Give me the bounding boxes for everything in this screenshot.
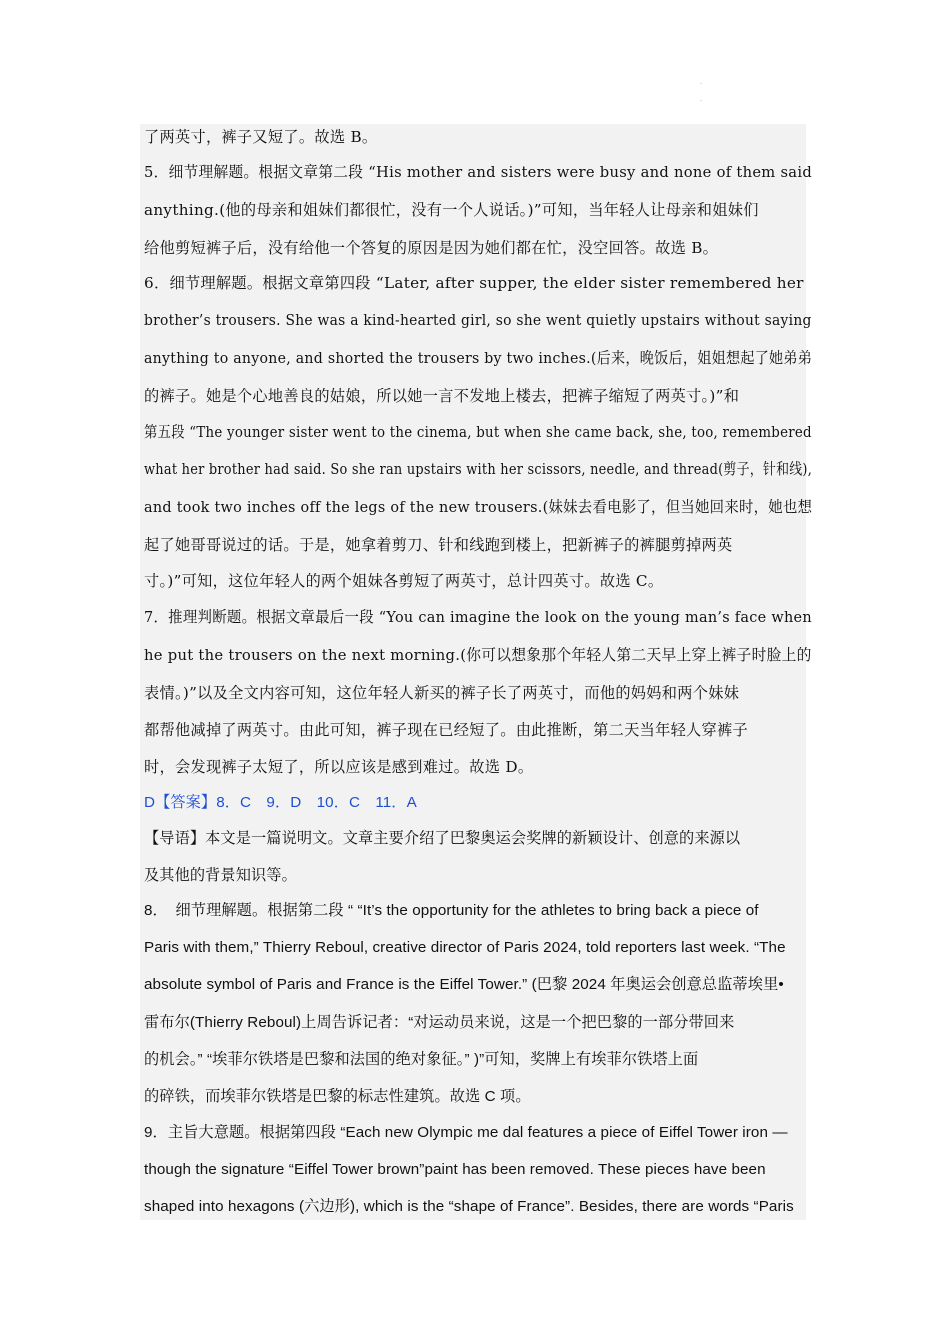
text-line: anything.(他的母亲和姐妹们都很忙，没有一个人说话。)”可知，当年轻人让母亲和姐妹们: [144, 201, 759, 219]
text-line: 7．推理判断题。根据文章最后一段 “You can imagine the look on the young man’s face when: [144, 608, 812, 626]
text-line: 都帮他减掉了两英寸。由此可知，裤子现在已经短了。由此推断，第二天当年轻人穿裤子: [144, 721, 749, 739]
text-line: and took two inches off the legs of the new trousers.(妹妹去看电影了，但当她回来时，她也想: [144, 498, 813, 516]
answer-line: D【答案】8．C 9．D 10．C 11．A: [144, 794, 417, 811]
text-line: brother’s trousers. She was a kind-hearted girl, so she went quietly upstairs without saying: [144, 311, 812, 329]
text-line: 起了她哥哥说过的话。于是，她拿着剪刀、针和线跑到楼上，把新裤子的裤腿剪掉两英: [144, 536, 733, 554]
text-line: shaped into hexagons (六边形), which is the “shape of France”. Besides, there are words “Paris: [144, 1198, 794, 1215]
text-line: what her brother had said. So she ran upstairs with her scissors, needle, and thread(剪子，针和线),: [144, 460, 813, 478]
text-line: 的机会。” “埃菲尔铁塔是巴黎和法国的绝对象征。” )”可知，奖牌上有埃菲尔铁塔上面: [144, 1051, 699, 1068]
text-line: 5．细节理解题。根据文章第二段 “His mother and sisters were busy and none of them said: [144, 163, 813, 181]
text-line: Paris with them,” Thierry Reboul, creative director of Paris 2024, told reporters last week. “The: [144, 939, 786, 956]
text-line: 的碎铁，而埃菲尔铁塔是巴黎的标志性建筑。故选 C 项。: [144, 1088, 531, 1105]
text-line: 6．细节理解题。根据文章第四段 “Later, after supper, the elder sister remembered her: [144, 274, 804, 292]
text-line: 8． 细节理解题。根据第二段 “ “It’s the opportunity for the athletes to bring back a piece of: [144, 902, 759, 919]
text-line: anything to anyone, and shorted the trousers by two inches.(后来，晚饭后，姐姐想起了她弟弟: [144, 349, 813, 367]
text-line: 表情。)”以及全文内容可知，这位年轻人新买的裤子长了两英寸，而他的妈妈和两个妹妹: [144, 684, 740, 702]
text-line: 第五段 “The younger sister went to the cinema, but when she came back, she, too, remembered: [144, 423, 812, 441]
text-line: 9．主旨大意题。根据第四段 “Each new Olympic me dal features a piece of Eiffel Tower iron —: [144, 1124, 788, 1141]
text-line: 的裤子。她是个心地善良的姑娘，所以她一言不发地上楼去，把裤子缩短了两英寸。)”和: [144, 387, 740, 405]
text-line: he put the trousers on the next morning.(你可以想象那个年轻人第二天早上穿上裤子时脸上的: [144, 646, 812, 664]
text-line: 寸。)”可知，这位年轻人的两个姐妹各剪短了两英寸，总计四英寸。故选 C。: [144, 572, 664, 590]
text-line: 雷布尔(Thierry Reboul)上周告诉记者：“对运动员来说，这是一个把巴黎的一部分带回来: [144, 1014, 735, 1031]
text-line: 【导语】本文是一篇说明文。文章主要介绍了巴黎奥运会奖牌的新颖设计、创意的来源以: [144, 830, 741, 847]
text-line: 给他剪短裤子后，没有给他一个答复的原因是因为她们都在忙，没空回答。故选 B。: [144, 239, 719, 257]
text-line: absolute symbol of Paris and France is the Eiffel Tower.” (巴黎 2024 年奥运会创意总监蒂埃里•: [144, 976, 784, 993]
text-line: 时，会发现裤子太短了，所以应该是感到难过。故选 D。: [144, 758, 534, 776]
corner-mark: · ·: [700, 80, 703, 105]
text-line: 了两英寸，裤子又短了。故选 B。: [144, 128, 378, 146]
text-line: 及其他的背景知识等。: [144, 867, 297, 884]
text-line: though the signature “Eiffel Tower brown”paint has been removed. These pieces have been: [144, 1161, 766, 1178]
